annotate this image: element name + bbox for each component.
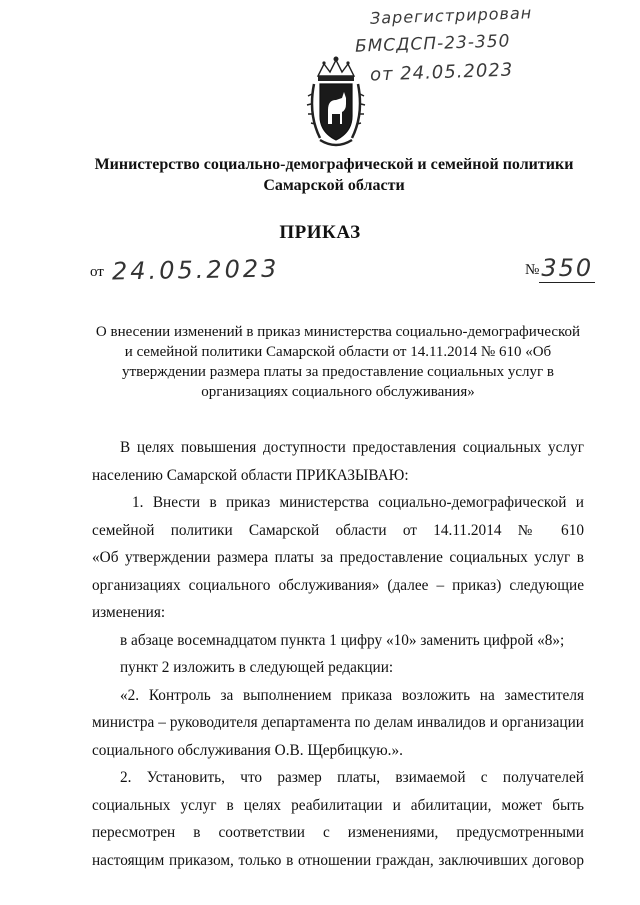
ministry-name-line2: Самарской области	[263, 177, 405, 194]
subject-line3: утверждении размера платы за предоставление социальных услуг в	[122, 364, 554, 380]
item1-line4: организациях социального обслуживания» (далее – приказ) следующие	[92, 576, 584, 594]
order-date-value: 24.05.2023	[111, 254, 280, 286]
ministry-name	[60, 154, 608, 196]
subject-line1: О внесении изменений в приказ министерства социально-демографической	[95, 324, 581, 340]
order-date	[90, 256, 279, 284]
preamble-line2: населению Самарской области ПРИКАЗЫВАЮ:	[92, 466, 409, 484]
registration-stamp-line2: БМСДСП-23-350	[354, 31, 511, 57]
item2-line4: настоящим приказом, только в отношении граждан, заключивших договор	[92, 851, 584, 869]
order-number	[525, 254, 595, 283]
item2-line3: пересмотрен в соответствии с изменениями, предусмотренными	[92, 824, 584, 841]
samara-coat-of-arms-icon	[306, 54, 366, 150]
item2-line1: 2. Установить, что размер платы, взимаемой с получателей	[120, 769, 584, 786]
item1-line5: изменения:	[92, 604, 166, 621]
item2-line2: социальных услуг в целях реабилитации и абилитации, может быть	[92, 796, 584, 814]
item1-line3: «Об утверждении размера платы за предоставление социальных услуг в	[92, 549, 584, 566]
registration-stamp-line3: от 24.05.2023	[369, 59, 514, 86]
quote-line1: «2. Контроль за выполнением приказа возложить на заместителя	[120, 686, 584, 704]
quote-line2: министра – руководителя департамента по делам инвалидов и организации	[92, 714, 584, 731]
order-title: ПРИКАЗ	[279, 222, 361, 243]
order-body	[92, 434, 584, 874]
ministry-name-line1: Министерство социально-демографической и семейной политики	[94, 156, 574, 173]
item1-line1: 1. Внести в приказ министерства социально-демографической и	[132, 494, 584, 511]
item1-line2: семейной политики Самарской области от 14.11.2014 № 610	[92, 521, 584, 539]
subject-line4: организациях социального обслуживания»	[201, 384, 475, 400]
order-number-label: №	[525, 262, 540, 278]
registration-stamp-line1: Зарегистрирован	[369, 3, 533, 28]
quote-line3: социального обслуживания О.В. Щербицкую.».	[92, 741, 403, 759]
item1-change-b: пункт 2 изложить в следующей редакции:	[120, 659, 394, 676]
subject-line2: и семейной политики Самарской области от 14.11.2014 № 610 «Об	[124, 344, 552, 360]
order-subject	[80, 322, 596, 402]
order-number-value: 350	[541, 254, 594, 282]
item1-change-a: в абзаце восемнадцатом пункта 1 цифру «10» заменить цифрой «8»;	[120, 631, 565, 649]
order-date-label: от	[90, 264, 104, 280]
preamble-line1: В целях повышения доступности предоставления социальных услуг	[120, 439, 584, 456]
